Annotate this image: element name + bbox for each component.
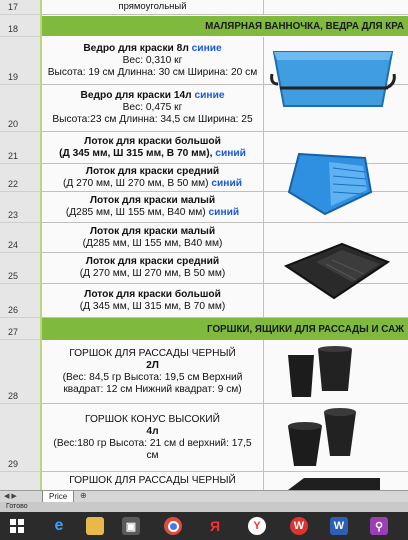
row-number[interactable]: 22 — [0, 164, 40, 192]
cell-text: прямоугольный — [42, 0, 264, 14]
row-number[interactable]: 23 — [0, 192, 40, 223]
row-number[interactable]: 29 — [0, 404, 40, 472]
item-description — [42, 223, 264, 252]
opera-icon[interactable]: W — [290, 517, 308, 535]
color-label: синие — [194, 90, 225, 101]
black-box-image — [284, 476, 384, 490]
word-icon[interactable]: W — [330, 517, 348, 535]
item-weight: Вес: 0,310 кг — [122, 54, 183, 66]
row-number[interactable]: 20 — [0, 85, 40, 132]
new-sheet-icon[interactable]: ⊕ — [80, 491, 87, 500]
item-dimensions: (Д 270 мм, Ш 270 мм, В 50 мм) — [79, 268, 226, 279]
row-number[interactable]: 27 — [0, 318, 40, 340]
row-number[interactable]: 24 — [0, 223, 40, 253]
item-title: ГОРШОК ДЛЯ РАССАДЫ ЧЕРНЫЙ — [69, 347, 236, 359]
row-number[interactable]: 26 — [0, 284, 40, 318]
item-description — [42, 37, 264, 84]
table-row[interactable] — [42, 0, 408, 15]
color-label: синий — [208, 207, 240, 218]
item-dimensions: (Д 345 мм, Ш 315 мм, В 70 мм), — [59, 147, 213, 159]
item-description — [42, 340, 264, 403]
row-number[interactable]: 19 — [0, 37, 40, 85]
status-bar: Готово — [0, 502, 408, 512]
row-number[interactable]: 21 — [0, 132, 40, 164]
item-description — [42, 472, 264, 490]
item-title: Ведро для краски 8л — [83, 42, 189, 54]
item-title: Лоток для краски малый — [89, 225, 216, 237]
windows-icon[interactable] — [8, 517, 26, 535]
row-number[interactable]: 25 — [0, 253, 40, 284]
item-volume: 2Л — [146, 359, 159, 371]
black-pot-image — [284, 345, 356, 401]
item-dimensions: (Д285 мм, Ш 155 мм, В40 мм) — [82, 237, 223, 249]
color-label: синий — [211, 177, 242, 189]
tab-price[interactable]: Price — [42, 491, 74, 503]
item-dimensions: (Д 270 мм, Ш 270 мм, В 50 мм) — [63, 177, 209, 189]
item-title: Лоток для краски большой — [84, 135, 221, 147]
item-dimensions: (Д285 мм, Ш 155 мм, В40 мм) — [65, 207, 206, 218]
item-dimensions: (Д 345 мм, Ш 315 мм, В 70 мм) — [79, 300, 226, 312]
row-number[interactable]: 28 — [0, 340, 40, 404]
section-header[interactable]: ГОРШКИ, ЯЩИКИ ДЛЯ РАССАДЫ И САЖ — [42, 318, 408, 340]
item-specs: (Вес: 84,5 гр Высота: 19,5 см Верхний — [62, 371, 243, 383]
tab-nav-arrows-icon[interactable]: ◀ ▶ — [4, 493, 17, 500]
item-title: Лоток для краски средний — [85, 165, 220, 177]
item-description — [42, 284, 264, 317]
item-description — [42, 132, 264, 163]
yandex-browser-icon[interactable]: Y — [248, 517, 266, 535]
item-title: ГОРШОК КОНУС ВЫСОКИЙ — [85, 413, 220, 425]
item-specs: см — [146, 449, 159, 461]
search-icon[interactable]: ⚲ — [370, 517, 388, 535]
yandex-icon[interactable]: Я — [209, 518, 221, 534]
item-title: Лоток для краски малый — [89, 195, 216, 206]
item-title: Лоток для краски средний — [85, 256, 220, 267]
blue-tray-image — [285, 148, 375, 220]
item-specs: (Вес:180 гр Высота: 21 см d верхний: 17,5 — [53, 437, 252, 449]
color-label: синие — [191, 42, 222, 54]
item-description — [42, 404, 264, 471]
item-description — [42, 192, 264, 222]
item-title: Ведро для краски 14л — [80, 90, 192, 101]
item-volume: 4л — [146, 425, 159, 437]
row-number-column — [0, 0, 41, 490]
item-description — [42, 164, 264, 191]
section-header[interactable]: МАЛЯРНАЯ ВАННОЧКА, ВЕДРА ДЛЯ КРА — [42, 16, 408, 36]
item-title: ГОРШОК ДЛЯ РАССАДЫ ЧЕРНЫЙ — [69, 475, 236, 486]
item-weight: Вес: 0,475 кг — [122, 102, 183, 113]
explorer-icon[interactable] — [86, 517, 104, 535]
store-icon[interactable]: ▣ — [122, 517, 140, 535]
item-description — [42, 85, 264, 131]
black-tray-image — [282, 240, 392, 302]
row-number[interactable]: 17 — [0, 0, 40, 15]
item-dimensions: Высота:23 см Длинна: 34,5 см Ширина: 25 — [52, 114, 253, 125]
item-specs: квадрат: 12 см Нижний квадрат: 9 см) — [63, 383, 242, 395]
color-label: синий — [215, 147, 246, 159]
chrome-icon[interactable] — [164, 517, 182, 535]
item-dimensions: Высота: 19 см Длинна: 30 см Ширина: 20 см — [47, 66, 258, 78]
cone-pot-image — [286, 406, 358, 470]
item-title: Лоток для краски большой — [84, 288, 221, 300]
row-number[interactable]: 18 — [0, 15, 40, 37]
edge-icon[interactable]: e — [54, 517, 64, 534]
windows-taskbar — [0, 512, 408, 540]
blue-bucket-image — [268, 44, 398, 112]
item-description — [42, 253, 264, 283]
